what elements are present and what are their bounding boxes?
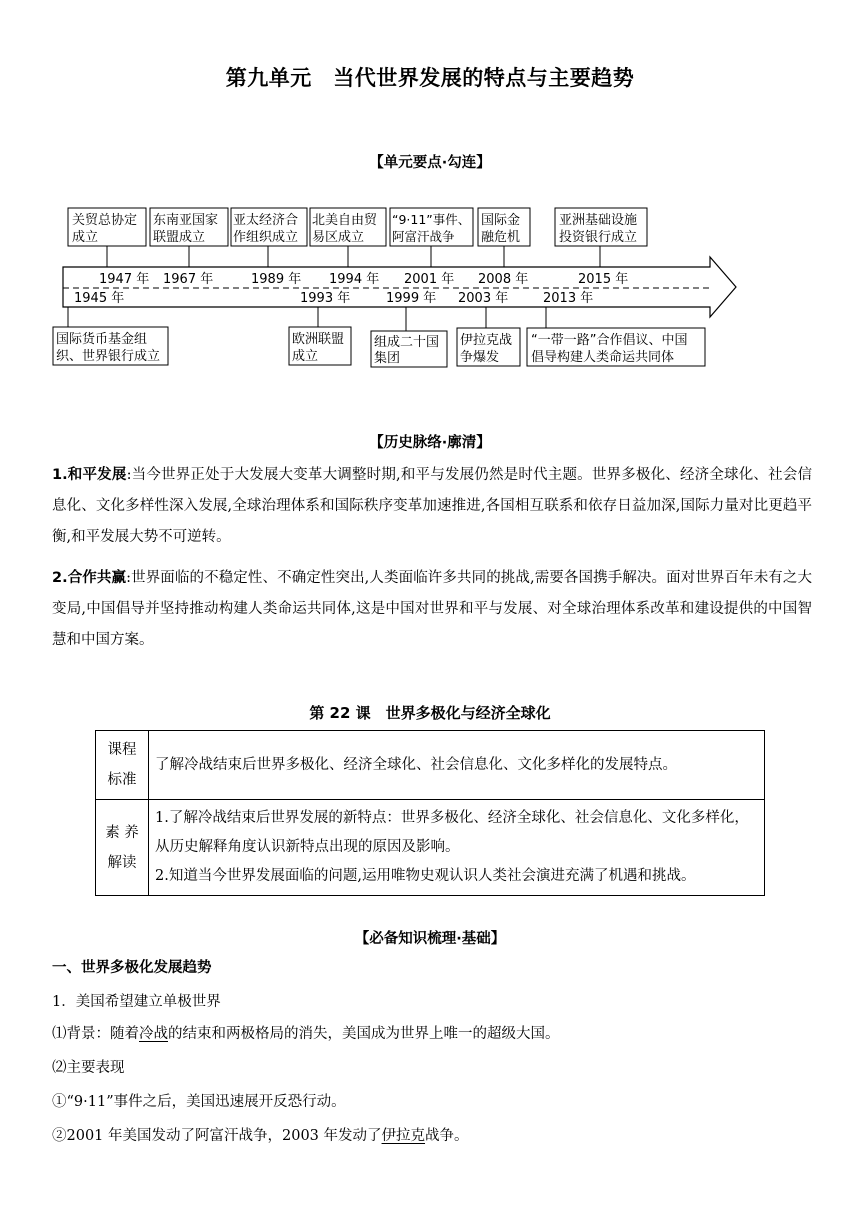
svg-text:织、世界银行成立: 织、世界银行成立 — [56, 349, 161, 364]
lesson-title: 第 22 课 世界多极化与经济全球化 — [309, 704, 551, 722]
svg-text:争爆发: 争爆发 — [460, 350, 500, 365]
knowledge-heading: 【必备知识梳理·基础】 — [354, 931, 506, 947]
upper-box-1 — [68, 208, 146, 246]
year-2003: 2003 年 — [458, 291, 509, 306]
year-1967: 1967 年 — [163, 272, 214, 287]
p2-label: 2.合作共赢 — [52, 570, 127, 586]
upper-box-4 — [310, 208, 386, 246]
year-1945: 1945 年 — [74, 291, 125, 306]
background-line: ⑴背景：随着冷战的结束和两极格局的消失，美国成为世界上唯一的超级大国。 — [52, 1026, 560, 1042]
svg-text:伊拉克战: 伊拉克战 — [460, 333, 513, 348]
literacy-text — [149, 800, 765, 896]
timeline-diagram — [0, 195, 860, 375]
underlined-cold-war: 冷战 — [139, 1026, 168, 1042]
year-2015: 2015 年 — [578, 272, 629, 287]
lower-box-4 — [457, 328, 520, 366]
p1-text: :当今世界正处于大发展大变革大调整时期,和平与发展仍然是时代主题。世界多极化、经济全球化、社会信息化、文化多样性深入发展,全球治理体系和国际秩序变革加速推进,各国相互联系和依存日益加深,国际力量对比更趋平衡,和平发展大势不可逆转。 — [52, 467, 812, 545]
table-row — [96, 800, 765, 896]
year-1947: 1947 年 — [99, 272, 150, 287]
underlined-iraq: 伊拉克 — [381, 1128, 426, 1144]
year-2001: 2001 年 — [404, 272, 455, 287]
page-title: 第九单元 当代世界发展的特点与主要趋势 — [225, 66, 635, 90]
curriculum-table — [95, 730, 765, 896]
svg-text:阿富汗战争: 阿富汗战争 — [392, 229, 455, 244]
svg-text:国际货币基金组: 国际货币基金组 — [56, 332, 148, 347]
label-literacy: 素 养 解读 — [96, 800, 149, 896]
svg-text:成立: 成立 — [292, 349, 319, 364]
svg-text:欧洲联盟: 欧洲联盟 — [292, 332, 345, 347]
lower-box-2 — [289, 327, 351, 365]
history-paragraph-2 — [52, 563, 812, 656]
history-paragraph-1 — [52, 460, 812, 553]
svg-text:亚洲基础设施: 亚洲基础设施 — [559, 213, 638, 228]
svg-text:作组织成立: 作组织成立 — [233, 230, 299, 245]
svg-text:国际金: 国际金 — [481, 213, 521, 228]
svg-text:组成二十国: 组成二十国 — [374, 335, 440, 350]
svg-text:融危机: 融危机 — [481, 230, 521, 245]
svg-text:“9·11”事件、: “9·11”事件、 — [392, 212, 471, 227]
history-heading: 【历史脉络·廓清】 — [369, 435, 491, 451]
lower-box-1 — [53, 327, 168, 365]
year-2008: 2008 年 — [478, 272, 529, 287]
p2-text: :世界面临的不稳定性、不确定性突出,人类面临许多共同的挑战,需要各国携手解决。面对世界百年未有之大变局,中国倡导并坚持推动构建人类命运共同体,这是中国对世界和平与发展、对全球治理体系改革和建设提供的中国智慧和中国方案。 — [52, 570, 812, 648]
literacy-item-1: 1.了解冷战结束后世界发展的新特点：世界多极化、经济全球化、社会信息化、文化多样化，从历史解释角度认识新特点出现的原因及影响。 — [155, 810, 749, 855]
svg-text:易区成立: 易区成立 — [312, 230, 365, 245]
main-manifestation: ⑵主要表现 — [52, 1060, 125, 1076]
course-standard-text: 了解冷战结束后世界多极化、经济全球化、社会信息化、文化多样化的发展特点。 — [149, 731, 765, 800]
lower-box-5 — [527, 328, 705, 366]
svg-text:倡导构建人类命运共同体: 倡导构建人类命运共同体 — [531, 350, 675, 365]
svg-text:投资银行成立: 投资银行成立 — [559, 230, 638, 245]
svg-text:集团: 集团 — [374, 351, 401, 366]
svg-text:联盟成立: 联盟成立 — [153, 230, 206, 245]
svg-text:成立: 成立 — [72, 230, 99, 245]
year-1994: 1994 年 — [329, 272, 380, 287]
year-1993: 1993 年 — [300, 291, 351, 306]
circled-item-2: ②2001 年美国发动了阿富汗战争，2003 年发动了伊拉克战争。 — [52, 1128, 469, 1144]
literacy-item-2: 2.知道当今世界发展面临的问题,运用唯物史观认识人类社会演进充满了机遇和挑战。 — [155, 868, 696, 884]
unit-points-heading: 【单元要点·勾连】 — [369, 155, 491, 171]
lower-box-3 — [371, 331, 447, 367]
svg-text:东南亚国家: 东南亚国家 — [153, 213, 219, 228]
section-1-heading: 一、世界多极化发展趋势 — [52, 960, 212, 976]
svg-text:亚太经济合: 亚太经济合 — [233, 213, 299, 228]
upper-box-5 — [390, 208, 473, 246]
table-row — [96, 731, 765, 800]
upper-box-6 — [478, 208, 530, 246]
timeline-arrow — [63, 257, 736, 317]
circled-item-1: ①“9·11”事件之后，美国迅速展开反恐行动。 — [52, 1094, 346, 1110]
item-1: 1．美国希望建立单极世界 — [52, 994, 221, 1010]
svg-text:关贸总协定: 关贸总协定 — [72, 213, 138, 228]
svg-text:“一带一路”合作倡议、中国: “一带一路”合作倡议、中国 — [531, 333, 688, 348]
upper-box-2 — [150, 208, 228, 246]
upper-box-7 — [555, 208, 647, 246]
label-course-standard: 课程 标准 — [96, 731, 149, 800]
svg-text:北美自由贸: 北美自由贸 — [312, 213, 378, 228]
year-1999: 1999 年 — [386, 291, 437, 306]
year-1989: 1989 年 — [251, 272, 302, 287]
p1-label: 1.和平发展 — [52, 467, 127, 483]
year-2013: 2013 年 — [543, 291, 594, 306]
upper-box-3 — [231, 208, 307, 246]
